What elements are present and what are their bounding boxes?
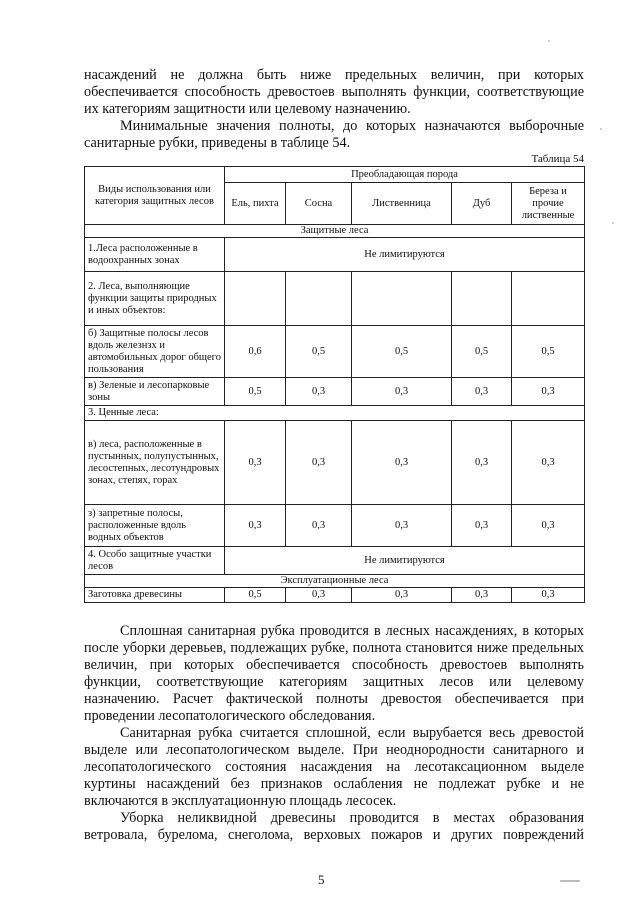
section-title: Эксплуатационные леса: [85, 575, 585, 588]
table-cell: 0,5: [225, 378, 286, 406]
table-cell: 0,5: [286, 326, 352, 378]
header-group: Преобладающая порода: [225, 167, 585, 183]
header-category: Виды использования или категория защитных лесов: [85, 167, 225, 225]
table-cell: 0,3: [225, 505, 286, 547]
table-cell: 0,3: [452, 378, 512, 406]
body-paragraph-2: Санитарная рубка считается сплошной, если вырубается весь древостой выделе или лесопатологическом выделе. При неоднородности санитарного и лесопатологического состояния насаждения на лесотаксационном выделе куртины насаждений без признаков ослабления не подлежат рубке и не включаются в эксплуатационную площадь лесосек.: [84, 725, 584, 809]
header-species: Ель, пихта: [225, 183, 286, 225]
table-cell: 0,3: [225, 421, 286, 505]
row-label: 1.Леса расположенные в водоохранных зонах: [85, 238, 225, 272]
table-cell: [352, 272, 452, 326]
table-cell: 0,3: [286, 421, 352, 505]
table-cell: [286, 272, 352, 326]
scan-speck: [560, 880, 580, 882]
header-species: Береза и прочие лиственные: [512, 183, 585, 225]
header-species: Дуб: [452, 183, 512, 225]
table-cell: 0,3: [286, 588, 352, 603]
merged-value: Не лимитируются: [225, 238, 585, 272]
table-cell: 0,3: [352, 505, 452, 547]
table-cell: 0,3: [512, 505, 585, 547]
table-cell: 0,3: [512, 421, 585, 505]
table-cell: [452, 272, 512, 326]
table-cell: 0,3: [452, 588, 512, 603]
table-cell: 0,5: [225, 588, 286, 603]
table-cell: 0,3: [352, 378, 452, 406]
table-cell: [512, 272, 585, 326]
table-cell: 0,5: [512, 326, 585, 378]
row-label: 4. Особо защитные участки лесов: [85, 547, 225, 575]
intro-paragraph-2: Минимальные значения полноты, до которых назначаются выборочные санитарные рубки, приведены в таблице 54.: [84, 118, 584, 151]
table-cell: 0,3: [352, 421, 452, 505]
body-paragraph-1: Сплошная санитарная рубка проводится в лесных насаждениях, в которых после уборки деревьев, подлежащих рубке, полнота становится ниже предельных величин, при которых обеспечивается способность древостоев выполнять функции, соответствующие категориям защитных лесов или целевому назначению. Расчет фактической полноты древостоя обеспечивается при проведении лесопатологического обследования.: [84, 623, 584, 724]
row-label: 3. Ценные леса:: [85, 406, 585, 421]
table-cell: 0,5: [452, 326, 512, 378]
header-species: Сосна: [286, 183, 352, 225]
table-cell: 0,3: [452, 421, 512, 505]
table-cell: [225, 272, 286, 326]
table-54: [84, 166, 585, 603]
intro-paragraph-1: насаждений не должна быть ниже предельных величин, при которых обеспечивается способность древостоев выполнять функции, соответствующие их категориям защитности или целевому назначению.: [84, 67, 584, 117]
page-number: 5: [318, 872, 325, 887]
row-label: в) Зеленые и лесопарковые зоны: [85, 378, 225, 406]
merged-value: Не лимитируются: [225, 547, 585, 575]
scan-speck: [612, 222, 614, 224]
table-cell: 0,3: [286, 378, 352, 406]
table-caption: Таблица 54: [531, 153, 584, 165]
row-label: в) леса, расположенные в пустынных, полупустынных, лесостепных, лесотундровых зонах, степях, горах: [85, 421, 225, 505]
table-cell: 0,6: [225, 326, 286, 378]
table-cell: 0,5: [352, 326, 452, 378]
table-cell: 0,3: [352, 588, 452, 603]
header-species: Лиственница: [352, 183, 452, 225]
table-cell: 0,3: [286, 505, 352, 547]
row-label: з) запретные полосы, расположенные вдоль водных объектов: [85, 505, 225, 547]
body-paragraph-3: Уборка неликвидной древесины проводится в местах образования ветровала, бурелома, снеголома, верховых пожаров и других повреждений: [84, 810, 584, 843]
scan-speck: [600, 128, 602, 130]
row-label: б) Защитные полосы лесов вдоль железнзх и автомобильных дорог общего пользования: [85, 326, 225, 378]
table-cell: 0,3: [512, 588, 585, 603]
row-label: 2. Леса, выполняющие функции защиты природных и иных объектов:: [85, 272, 225, 326]
section-title: Защитные леса: [85, 225, 585, 238]
row-label: Заготовка древесины: [85, 588, 225, 603]
table-cell: 0,3: [452, 505, 512, 547]
scan-speck: [548, 40, 550, 42]
table-cell: 0,3: [512, 378, 585, 406]
